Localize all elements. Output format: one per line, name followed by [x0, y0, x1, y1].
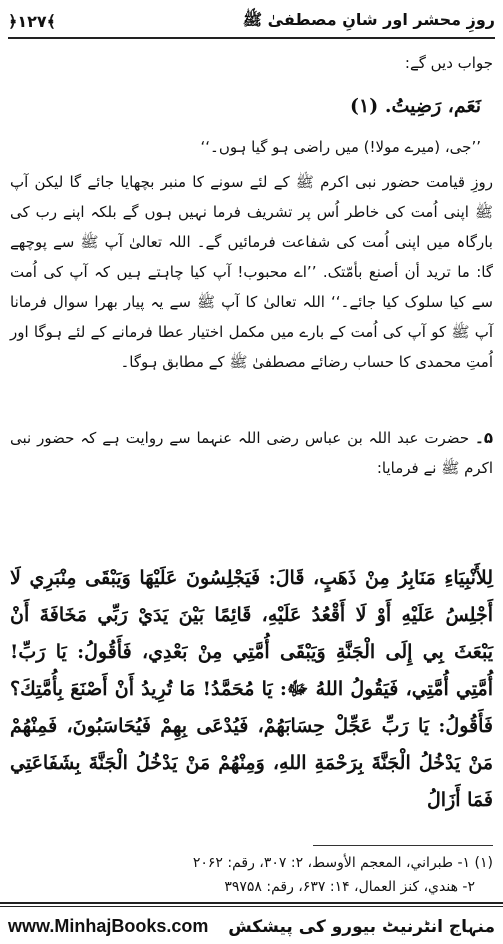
footer-divider-thin [0, 906, 503, 907]
footnote-divider [313, 845, 493, 846]
narration-item [10, 423, 493, 483]
arabic-reply: نَعَم، رَضِيتُ. (۱) [350, 95, 481, 117]
page-number: ﴿۱۲۷﴾ [8, 11, 57, 31]
running-title: روزِ محشر اور شانِ مصطفیٰ ﷺ [242, 9, 495, 29]
footer-divider [0, 902, 503, 904]
translation-line: ’’جی، (میرے مولا!) میں راضی ہو گیا ہوں۔‘‘ [200, 138, 481, 156]
footnote-2: ۲- هندي، كنز العمال، ۱۴: ۶۳۷، رقم: ۳۹۷۵۸ [224, 879, 475, 895]
page-footer [8, 911, 495, 941]
header-divider [8, 37, 495, 39]
hadith-text: لِلأَنْبِيَاءِ مَنَابِرُ مِنْ ذَهَبٍ، قَالَ: فَيَجْلِسُونَ عَلَيْهَا وَيَبْقَى مِنْبَرِي لَا أَجْلِسُ عَلَيْهِ أَوْ لَا أَقْعُدُ عَلَيْهِ، قَائِمًا بَيْنَ يَدَيْ رَبِّي مَخَافَةَ أَنْ يَبْعَثَ بِي إِلَى الْجَنَّةِ وَيَبْقَى أُمَّتِي مِنْ بَعْدِي، فَأَقُولُ: يَا رَبِّ! أُمَّتِي أُمَّتِي، فَيَقُولُ اللهُ ﷻ: يَا مُحَمَّدُ! مَا تُرِيدُ أَنْ أَصْنَعَ بِأُمَّتِكَ؟ فَأَقُولُ: يَا رَبِّ عَجِّلْ حِسَابَهُمْ، فَيُدْعَى بِهِمْ فَيُحَاسَبُونَ، فَمِنْهُمْ مَنْ يَدْخُلُ الْجَنَّةَ بِرَحْمَةِ اللهِ، وَمِنْهُمْ مَنْ يَدْخُلُ الْجَنَّةَ بِشَفَاعَتِي فَمَا أَزَالُ [10, 567, 493, 811]
intro-line: جواب دیں گے: [404, 54, 493, 72]
footnote-1: (۱) ۱- طبراني، المعجم الأوسط، ۲: ۳۰۷، رقم: ۲۰۶۲ [192, 855, 493, 871]
main-paragraph: روزِ قیامت حضور نبی اکرم ﷺ کے لئے سونے کا منبر بچھایا جائے گا لیکن آپ ﷺ اپنی اُمت کی خاطر اُس پر تشریف فرما نہیں ہوں گے بلکہ اپنے رب کی بارگاہ میں اپنی اُمت کی شفاعت فرمائیں گے۔ اللہ تعالیٰ آپ ﷺ سے پوچھے گا: ما ترید أن أصنع بأمّتک. ’’اے محبوب! آپ کیا چاہتے ہیں کہ آپ کی اُمت سے کیا سلوک کیا جائے۔‘‘ اللہ تعالیٰ کا آپ ﷺ سے یہ پیار بھرا سوال فرمانا آپ ﷺ کو آپ کی اُمت کے بارے میں مکمل اختیار عطا فرمانے کے لئے ہوگا اور اُمتِ محمدی کا حساب رضائے مصطفیٰ ﷺ کے مطابق ہوگا۔ [10, 173, 493, 371]
item-number: ۵۔ [475, 429, 493, 447]
item-text: حضرت عبد اللہ بن عباس رضی اللہ عنہما سے روایت ہے کہ حضور نبی اکرم ﷺ نے فرمایا: [10, 429, 493, 477]
website-link[interactable]: www.MinhajBooks.com [8, 915, 209, 936]
publisher-credit: منہاج انٹرنیٹ بیورو کی پیشکش [228, 916, 495, 937]
page-header [8, 6, 495, 36]
